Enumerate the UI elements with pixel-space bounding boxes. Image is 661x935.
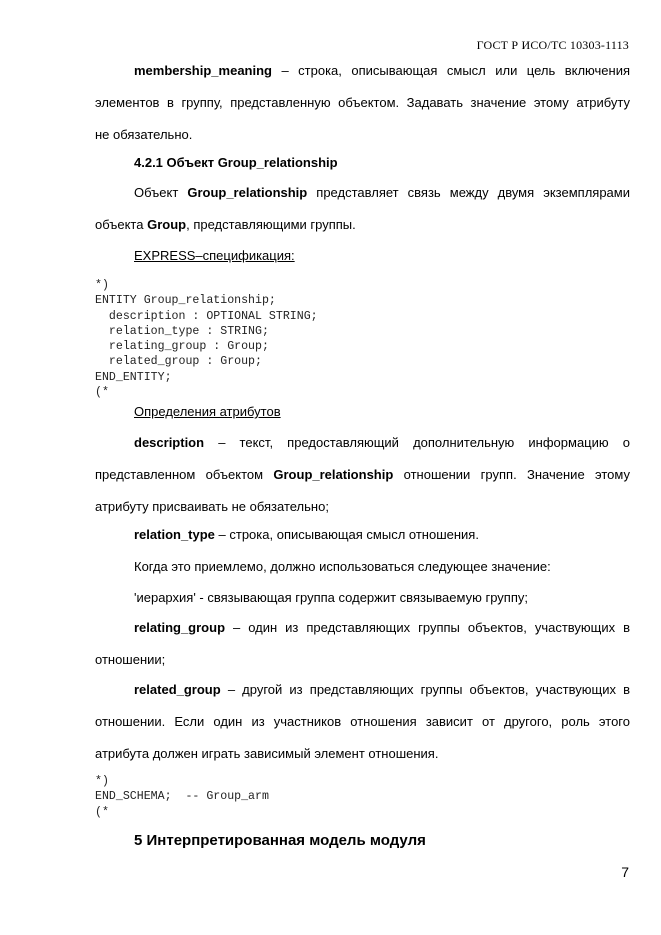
attribute-term: relating_group bbox=[134, 620, 226, 635]
paragraph-line: атрибуту присваивать не обязательно; bbox=[95, 499, 329, 514]
paragraph-relating-group bbox=[95, 612, 630, 676]
section-heading-4-2-1 bbox=[134, 155, 338, 170]
paragraph-hierarchy-value: 'иерархия' - связывающая группа содержит связываемую группу; bbox=[134, 590, 528, 605]
standard-code-header: ГОСТ Р ИСО/ТС 10303-1113 bbox=[476, 38, 629, 52]
paragraph-text: – другой из представляющих группы объектов, участвующих в bbox=[220, 682, 630, 697]
express-specification-label: EXPRESS–спецификация: bbox=[134, 248, 295, 263]
paragraph-text: представляет связь между двумя экземплярами bbox=[307, 185, 630, 200]
paragraph-text: – строка, описывающая смысл или цель включения bbox=[272, 63, 630, 78]
entity-term: Group bbox=[147, 217, 187, 232]
paragraph-text: Объект bbox=[134, 185, 188, 200]
paragraph-line: не обязательно. bbox=[95, 127, 193, 142]
paragraph-text: объекта bbox=[95, 217, 148, 232]
paragraph-text: – один из представляющих группы объектов, участвующих в bbox=[225, 620, 630, 635]
attribute-term: relation_type bbox=[134, 527, 215, 542]
attribute-definitions-label: Определения атрибутов bbox=[134, 404, 281, 419]
paragraph-line: атрибута должен играть зависимый элемент отношения. bbox=[95, 746, 439, 761]
entity-term: Group_relationship bbox=[187, 185, 308, 200]
paragraph-line: отношении. Если один из участников отношения зависит от другого, роль этого bbox=[95, 714, 630, 729]
attribute-term: membership_meaning bbox=[134, 63, 272, 78]
paragraph-text: , представляющими группы. bbox=[186, 217, 356, 232]
paragraph-line bbox=[95, 674, 630, 706]
attribute-term: description bbox=[134, 435, 205, 450]
paragraph-text: – текст, предоставляющий дополнительную информацию о bbox=[204, 435, 630, 450]
paragraph-appropriate-value: Когда это приемлемо, должно использоваться следующее значение: bbox=[134, 559, 551, 574]
section-heading-5: 5 Интерпретированная модель модуля bbox=[134, 832, 426, 849]
paragraph-relation-type bbox=[134, 527, 479, 542]
paragraph-line bbox=[95, 612, 630, 644]
paragraph-text: представленном объектом bbox=[95, 467, 274, 482]
express-code-block-end: *) END_SCHEMA; -- Group_arm (* bbox=[95, 775, 269, 819]
paragraph-related-group bbox=[95, 674, 630, 770]
paragraph-group-relationship bbox=[95, 177, 630, 241]
paragraph-text: – строка, описывающая смысл отношения. bbox=[214, 527, 479, 542]
paragraph-line bbox=[95, 55, 630, 87]
page-number: 7 bbox=[621, 864, 629, 880]
paragraph-line: отношении; bbox=[95, 652, 166, 667]
paragraph-line: элементов в группу, представленную объектом. Задавать значение этому атрибуту bbox=[95, 95, 630, 110]
paragraph-line bbox=[95, 427, 630, 459]
paragraph-membership-meaning bbox=[95, 55, 630, 151]
express-code-block: *) ENTITY Group_relationship; description : OPTIONAL STRING; relation_type : STRING; relating_group : Group; related_group : Group; END_ENTITY; (* bbox=[95, 279, 318, 400]
entity-term: Group_relationship bbox=[273, 467, 394, 482]
paragraph-line bbox=[95, 177, 630, 209]
paragraph-text: отношении групп. Значение этому bbox=[393, 467, 630, 482]
attribute-term: related_group bbox=[134, 682, 221, 697]
paragraph-description bbox=[95, 427, 630, 523]
section-heading-text: 4.2.1 Объект Group_relationship bbox=[134, 155, 338, 170]
paragraph-line bbox=[95, 459, 630, 491]
paragraph-line bbox=[95, 209, 630, 241]
